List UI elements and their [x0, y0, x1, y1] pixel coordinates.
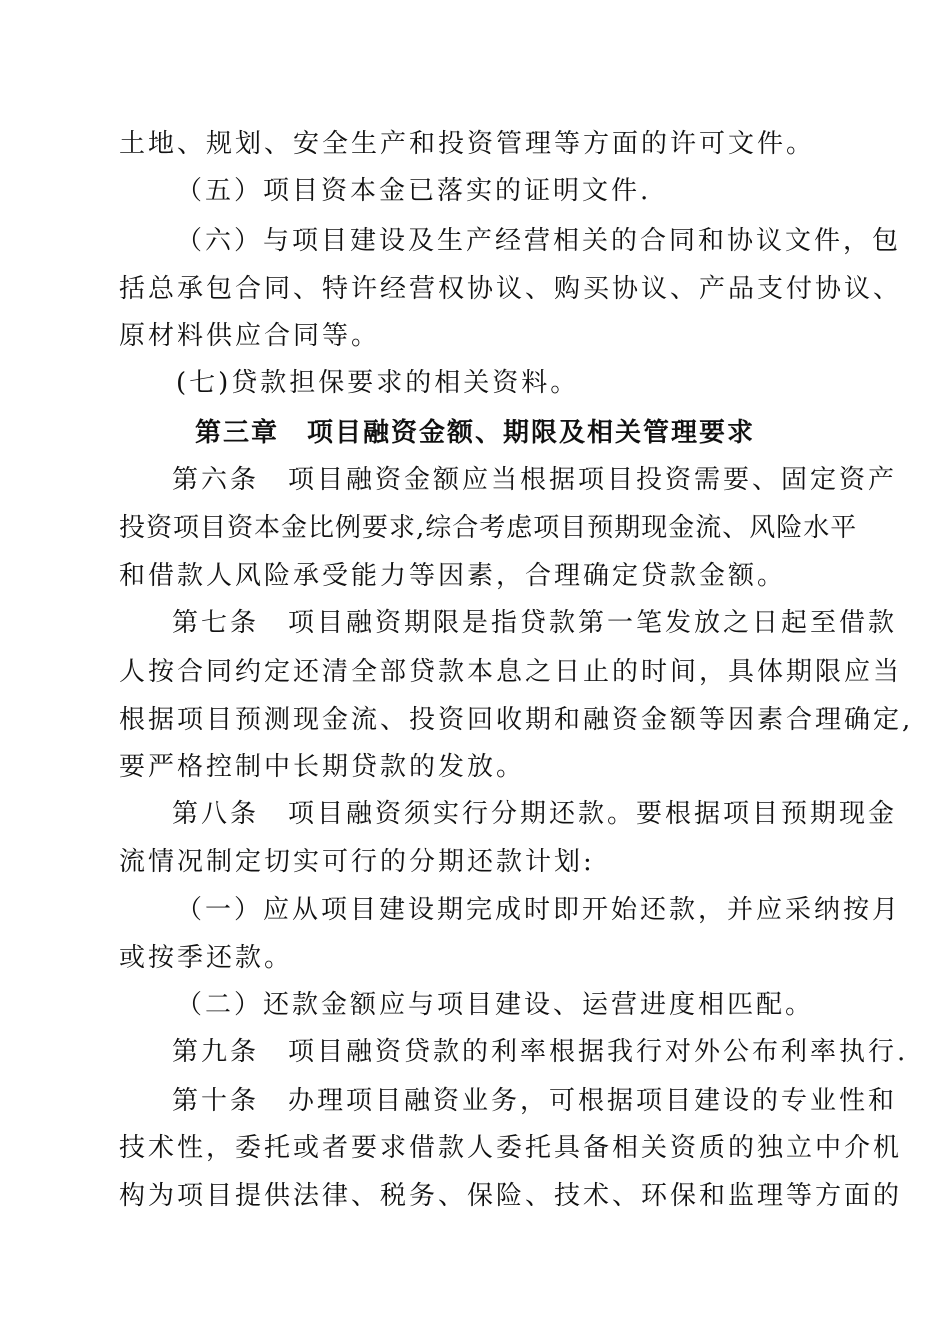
text-line: （五）项目资本金已落实的证明文件.: [176, 176, 652, 206]
text-line: 构为项目提供法律、税务、保险、技术、环保和监理等方面的: [119, 1181, 903, 1211]
text-line: 流情况制定切实可行的分期还款计划:: [119, 847, 595, 877]
text-line: 和借款人风险承受能力等因素，合理确定贷款金额。: [119, 561, 787, 591]
text-line: 第九条 项目融资贷款的利率根据我行对外公布利率执行.: [172, 1037, 909, 1067]
text-line: 第六条 项目融资金额应当根据项目投资需要、固定资产: [172, 465, 898, 495]
chapter-heading: 第三章 项目融资金额、期限及相关管理要求: [194, 418, 755, 448]
text-line: （一）应从项目建设期完成时即开始还款，并应采纳按月: [176, 895, 902, 925]
text-line: 技术性，委托或者要求借款人委托具备相关资质的独立中介机: [119, 1133, 903, 1163]
text-line: 投资项目资本金比例要求,综合考虑项目预期现金流、风险水平: [119, 513, 858, 543]
text-line: 根据项目预测现金流、投资回收期和融资金额等因素合理确定,: [119, 705, 914, 735]
text-line: 括总承包合同、特许经营权协议、购买协议、产品支付协议、: [119, 274, 903, 304]
text-line: 人按合同约定还清全部贷款本息之日止的时间，具体期限应当: [119, 657, 903, 687]
text-line: （二）还款金额应与项目建设、运营进度相匹配。: [176, 990, 815, 1020]
text-line: （六）与项目建设及生产经营相关的合同和协议文件，包: [176, 226, 902, 256]
text-line: 要严格控制中长期贷款的发放。: [119, 752, 526, 782]
text-line: 或按季还款。: [119, 943, 294, 973]
text-line: 第八条 项目融资须实行分期还款。要根据项目预期现金: [172, 799, 898, 829]
text-line: 土地、规划、安全生产和投资管理等方面的许可文件。: [119, 129, 816, 159]
text-line: (七)贷款担保要求的相关资料。: [176, 368, 580, 398]
text-line: 第七条 项目融资期限是指贷款第一笔发放之日起至借款: [172, 608, 898, 638]
text-line: 第十条 办理项目融资业务，可根据项目建设的专业性和: [172, 1086, 898, 1116]
text-line: 原材料供应合同等。: [119, 321, 381, 351]
